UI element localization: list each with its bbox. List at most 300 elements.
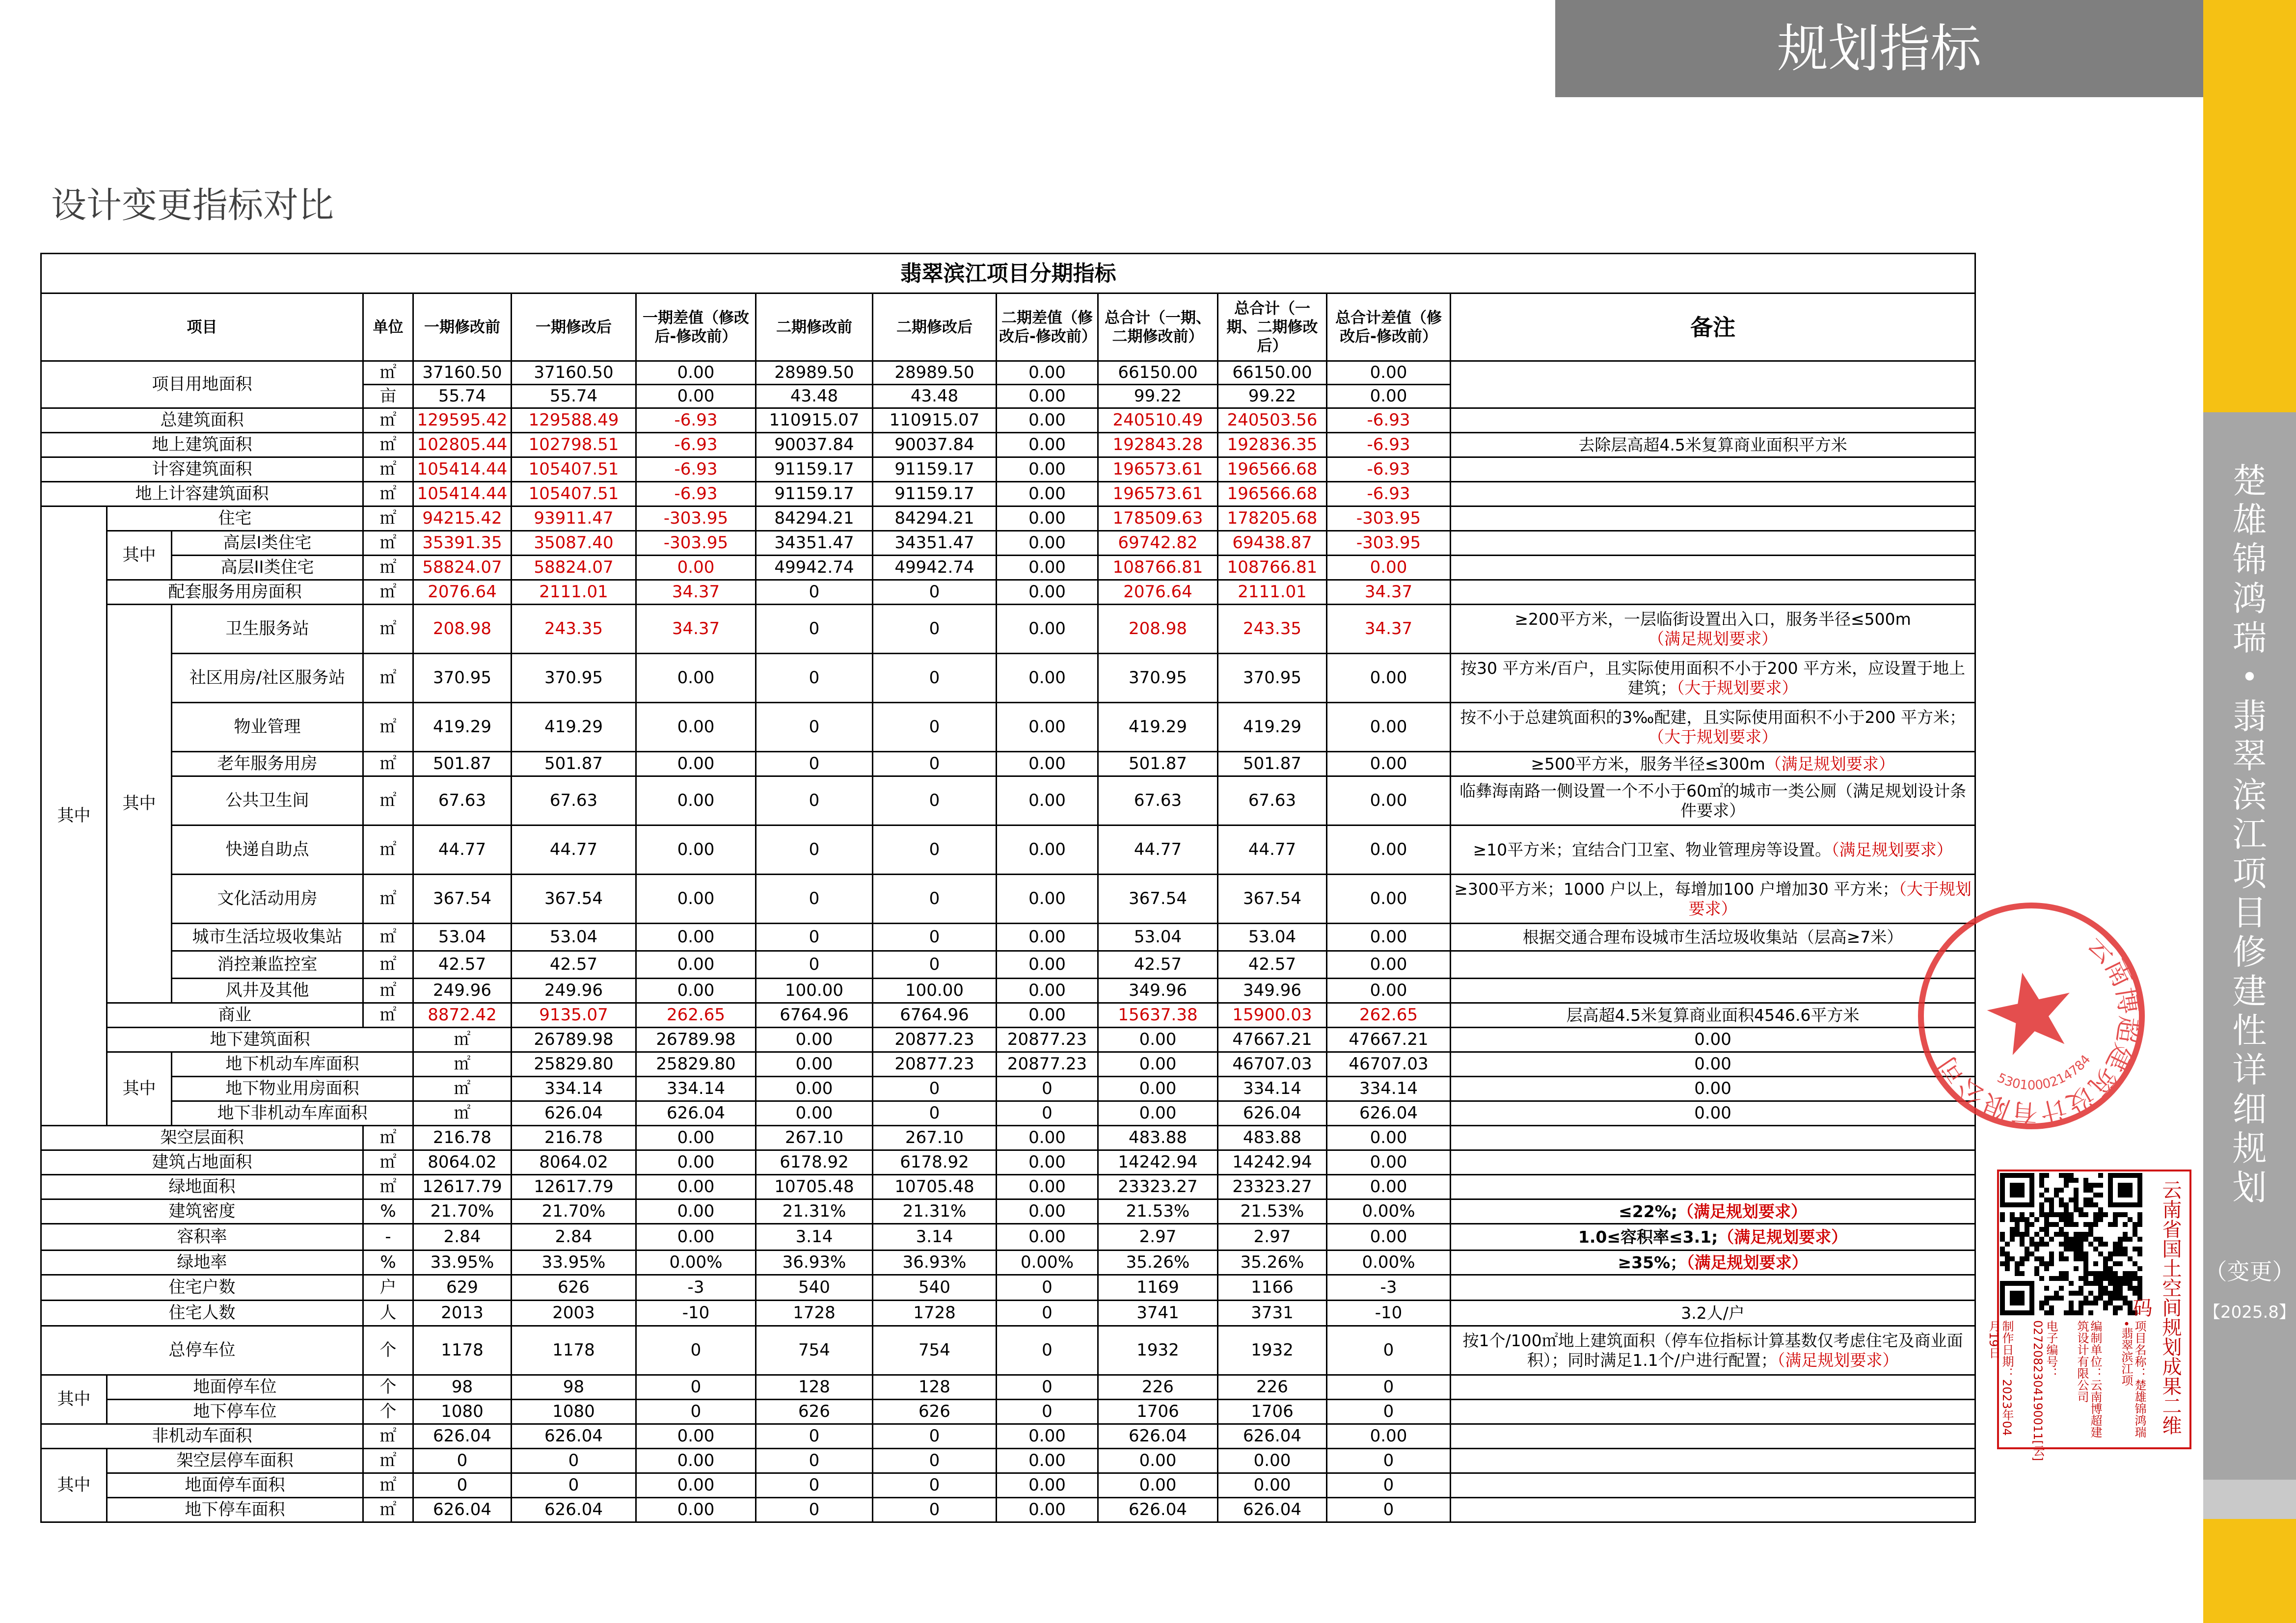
p1-diff-cell: 34.37 xyxy=(636,580,756,605)
p1-after-cell: 58824.07 xyxy=(512,556,636,580)
note-cell xyxy=(1451,1498,1975,1522)
unit-cell: ㎡ xyxy=(363,979,413,1003)
p2-before-cell: 43.48 xyxy=(756,385,873,408)
p2-diff-cell: 0.00 xyxy=(997,1449,1098,1473)
total-diff-cell: 0.00 xyxy=(1327,703,1451,752)
total-after-cell: 626.04 xyxy=(1327,1101,1451,1126)
row-label: 住宅 xyxy=(107,506,363,531)
total-diff-cell: 0.00 xyxy=(1451,1052,1975,1077)
note-cell xyxy=(1451,506,1975,531)
p2-diff-cell: 0 xyxy=(997,1400,1098,1424)
total-diff-cell: -6.93 xyxy=(1327,482,1451,506)
p2-after-cell: 754 xyxy=(873,1326,997,1375)
p2-before-cell: 0 xyxy=(756,825,873,875)
p1-diff-cell: 0.00 xyxy=(756,1101,873,1126)
title-char: 修 xyxy=(2232,932,2267,972)
p1-before-cell: 626.04 xyxy=(413,1498,512,1522)
total-after-cell: 46707.03 xyxy=(1327,1052,1451,1077)
p2-before-cell: 0 xyxy=(756,1473,873,1498)
note-cell xyxy=(1451,1400,1975,1424)
unit-cell: 个 xyxy=(363,1400,413,1424)
row-label: 消控兼监控室 xyxy=(172,951,363,979)
note-status: （满足规划要求） xyxy=(1765,754,1895,773)
p2-after-cell: 0 xyxy=(873,1424,997,1449)
total-before-cell: 1169 xyxy=(1098,1275,1218,1301)
qr-info xyxy=(1987,1320,2147,1462)
p1-after-cell: 501.87 xyxy=(512,752,636,776)
total-before-cell: 240510.49 xyxy=(1098,408,1218,433)
header-total-before: 总合计（一期、二期修改前） xyxy=(1098,293,1218,361)
table-row xyxy=(41,433,1975,457)
p1-before-cell: 33.95% xyxy=(413,1251,512,1275)
p1-before-cell: 98 xyxy=(413,1375,512,1400)
note-cell xyxy=(1451,979,1975,1003)
p1-after-cell: 12617.79 xyxy=(512,1175,636,1199)
row-label: 架空层面积 xyxy=(41,1126,363,1150)
total-before-cell: 67.63 xyxy=(1098,776,1218,825)
company-seal xyxy=(1914,898,2149,1134)
total-diff-cell: 0.00 xyxy=(1327,951,1451,979)
p2-before-cell: 49942.74 xyxy=(756,556,873,580)
row-label: 地上计容建筑面积 xyxy=(41,482,363,506)
p1-diff-cell: 0.00 xyxy=(636,1126,756,1150)
p2-after-cell: 0 xyxy=(873,951,997,979)
total-diff-cell: 0 xyxy=(1327,1473,1451,1498)
unit-cell: ㎡ xyxy=(363,506,413,531)
note-cell xyxy=(1451,556,1975,580)
unit-cell: ㎡ xyxy=(413,1052,512,1077)
p2-after-cell: 0 xyxy=(873,1473,997,1498)
unit-cell: ㎡ xyxy=(363,1126,413,1150)
p1-before-cell: 626.04 xyxy=(413,1424,512,1449)
p2-diff-cell: 0.00 xyxy=(997,924,1098,951)
table-row xyxy=(41,1301,1975,1326)
table-row xyxy=(41,408,1975,433)
subgroup-label: 其中 xyxy=(107,605,172,1003)
qr-project-name: 项目名称：楚雄锦鸿瑞•翡翠滨江项 xyxy=(2119,1320,2146,1438)
group-label: 其中 xyxy=(107,1052,172,1126)
p1-before-cell: 419.29 xyxy=(413,703,512,752)
table-row xyxy=(41,457,1975,482)
p2-before-cell: 0 xyxy=(756,580,873,605)
p1-diff-cell: 0.00 xyxy=(756,1028,873,1052)
note-text: 层高超4.5米复算商业面积4546.6平方米 xyxy=(1566,1005,1860,1025)
p2-before-cell: 6178.92 xyxy=(756,1150,873,1175)
total-diff-cell: 0.00% xyxy=(1327,1199,1451,1224)
title-char: 翠 xyxy=(2232,736,2267,776)
row-label: 地下物业用房面积 xyxy=(172,1077,413,1101)
note-cell xyxy=(1451,580,1975,605)
seal-code: 5301000214784 xyxy=(1995,1052,2094,1093)
total-before-cell: 21.53% xyxy=(1098,1199,1218,1224)
total-before-cell: 69742.82 xyxy=(1098,531,1218,556)
seal-text: 云南博超建筑设计有限公司 xyxy=(1930,929,2145,1130)
p2-diff-cell: 0.00 xyxy=(997,482,1098,506)
total-after-cell: 0.00 xyxy=(1218,1449,1327,1473)
note-status: （满足规划要求） xyxy=(1777,1350,1899,1370)
table-row xyxy=(41,1275,1975,1301)
row-label: 社区用房/社区服务站 xyxy=(172,654,363,703)
p2-diff-cell: 0.00 xyxy=(997,408,1098,433)
row-label: 公共卫生间 xyxy=(172,776,363,825)
unit-cell: % xyxy=(363,1199,413,1224)
table-row xyxy=(41,1077,1975,1101)
note-cell xyxy=(1451,1175,1975,1199)
note-cell xyxy=(1451,1251,1975,1275)
total-diff-cell: 0.00 xyxy=(1451,1028,1975,1052)
note-status: （满足规划要求） xyxy=(1831,840,1953,859)
title-char: 瑞 xyxy=(2232,618,2267,658)
p2-after-cell: 0 xyxy=(873,1498,997,1522)
p1-diff-cell: -303.95 xyxy=(636,531,756,556)
total-diff-cell: 0.00 xyxy=(1327,776,1451,825)
p2-before-cell: 21.31% xyxy=(756,1199,873,1224)
p2-after-cell: 43.48 xyxy=(873,385,997,408)
p1-diff-cell: 0.00 xyxy=(636,776,756,825)
note-cell xyxy=(1451,924,1975,951)
qr-maker: 编制单位：云南博超建筑设计有限公司 xyxy=(2075,1320,2102,1438)
unit-cell: ㎡ xyxy=(363,482,413,506)
p1-after-cell: 8064.02 xyxy=(512,1150,636,1175)
row-label: 建筑占地面积 xyxy=(41,1150,363,1175)
total-diff-cell: 0.00 xyxy=(1327,979,1451,1003)
row-label: 绿地率 xyxy=(41,1251,363,1275)
qr-code-icon[interactable] xyxy=(2000,1173,2142,1315)
p1-after-cell: 2003 xyxy=(512,1301,636,1326)
p1-diff-cell: 0.00 xyxy=(636,1449,756,1473)
p1-before-cell: 35391.35 xyxy=(413,531,512,556)
p1-before-cell: 8872.42 xyxy=(413,1003,512,1028)
note-cell xyxy=(1451,1275,1975,1301)
table-row xyxy=(41,1150,1975,1175)
total-after-cell: 23323.27 xyxy=(1218,1175,1327,1199)
p2-diff-cell: 0.00 xyxy=(997,1424,1098,1449)
total-after-cell: 0.00 xyxy=(1218,1473,1327,1498)
p1-before-cell: 216.78 xyxy=(413,1126,512,1150)
total-after-cell: 501.87 xyxy=(1218,752,1327,776)
total-diff-cell: 0.00 xyxy=(1327,875,1451,924)
p1-after-cell: 2.84 xyxy=(512,1224,636,1251)
row-label: 风井及其他 xyxy=(172,979,363,1003)
note-cell xyxy=(1451,1150,1975,1175)
unit-cell: ㎡ xyxy=(363,654,413,703)
note-text: 按1个/100㎡地上建筑面积（停车位指标计算基数仅考虑住宅及商业面积）；同时满足1.1个/户进行配置； xyxy=(1462,1330,1963,1370)
row-label: 地下停车面积 xyxy=(107,1498,363,1522)
row-label: 绿地面积 xyxy=(41,1175,363,1199)
p2-before-cell: 0 xyxy=(756,654,873,703)
total-after-cell: 108766.81 xyxy=(1218,556,1327,580)
row-label: 地下机动车库面积 xyxy=(172,1052,413,1077)
p2-before-cell: 3.14 xyxy=(756,1224,873,1251)
total-before-cell: 626.04 xyxy=(1098,1424,1218,1449)
title-char: 滨 xyxy=(2232,775,2267,815)
unit-cell: ㎡ xyxy=(363,457,413,482)
table-row xyxy=(41,875,1975,924)
table-row xyxy=(41,1199,1975,1224)
p1-diff-cell: 0.00 xyxy=(636,556,756,580)
title-char: 锦 xyxy=(2232,539,2267,580)
total-before-cell: 370.95 xyxy=(1098,654,1218,703)
row-label: 架空层停车面积 xyxy=(107,1449,363,1473)
total-before-cell: 1932 xyxy=(1098,1326,1218,1375)
p1-diff-cell: 0.00 xyxy=(636,875,756,924)
header-p1-diff: 一期差值（修改后-修改前） xyxy=(636,293,756,361)
p1-after-cell: 0 xyxy=(512,1473,636,1498)
row-label: 住宅人数 xyxy=(41,1301,363,1326)
row-label: 总建筑面积 xyxy=(41,408,363,433)
p2-diff-cell: 0 xyxy=(997,1275,1098,1301)
p2-after-cell: 28989.50 xyxy=(873,361,997,385)
p1-after-cell: 370.95 xyxy=(512,654,636,703)
p2-before-cell: 28989.50 xyxy=(756,361,873,385)
total-before-cell: 3741 xyxy=(1098,1301,1218,1326)
note-cell xyxy=(1451,776,1975,825)
note-cell xyxy=(1451,825,1975,875)
p2-after-cell: 0 xyxy=(873,654,997,703)
total-diff-cell: -10 xyxy=(1327,1301,1451,1326)
total-before-cell: 334.14 xyxy=(1218,1077,1327,1101)
total-before-cell: 53.04 xyxy=(1098,924,1218,951)
p1-diff-cell: 0.00 xyxy=(636,703,756,752)
total-before-cell: 35.26% xyxy=(1098,1251,1218,1275)
p2-diff-cell: 0.00 xyxy=(997,825,1098,875)
total-diff-cell: 0.00 xyxy=(1327,385,1451,408)
total-diff-cell: 0.00 xyxy=(1327,556,1451,580)
p2-after-cell: 20877.23 xyxy=(997,1052,1098,1077)
table-row xyxy=(41,1473,1975,1498)
p1-after-cell: 626.04 xyxy=(512,1498,636,1522)
total-before-cell: 208.98 xyxy=(1098,605,1218,654)
p2-diff-cell: 0.00 xyxy=(997,556,1098,580)
p1-diff-cell: -10 xyxy=(636,1301,756,1326)
p2-before-cell: 0 xyxy=(756,752,873,776)
p2-after-cell: 1728 xyxy=(873,1301,997,1326)
total-before-cell: 15637.38 xyxy=(1098,1003,1218,1028)
total-after-cell: 35.26% xyxy=(1218,1251,1327,1275)
table-row xyxy=(41,1375,1975,1400)
p1-after-cell: 0 xyxy=(512,1449,636,1473)
title-char: 划 xyxy=(2232,1168,2267,1208)
p2-after-cell: 20877.23 xyxy=(997,1028,1098,1052)
p1-before-cell: 629 xyxy=(413,1275,512,1301)
p2-diff-cell: 0.00 xyxy=(997,605,1098,654)
p2-diff-cell: 0.00 xyxy=(1098,1028,1218,1052)
note-status: （满足规划要求） xyxy=(1686,1252,1808,1272)
p1-diff-cell: 0.00 xyxy=(636,1224,756,1251)
p1-diff-cell: -303.95 xyxy=(636,506,756,531)
p2-before-cell: 754 xyxy=(756,1326,873,1375)
p2-before-cell: 0 xyxy=(756,1424,873,1449)
row-label: 卫生服务站 xyxy=(172,605,363,654)
p1-diff-cell: 0.00 xyxy=(636,1199,756,1224)
p1-diff-cell: 0 xyxy=(636,1400,756,1424)
total-before-cell: 226 xyxy=(1098,1375,1218,1400)
p2-after-cell: 626 xyxy=(873,1400,997,1424)
unit-cell: ㎡ xyxy=(363,580,413,605)
p1-after-cell: 1178 xyxy=(512,1326,636,1375)
table-row xyxy=(41,605,1975,654)
unit-cell: 个 xyxy=(363,1375,413,1400)
unit-cell: ㎡ xyxy=(363,924,413,951)
total-after-cell: 178205.68 xyxy=(1218,506,1327,531)
p1-before-cell: 25829.80 xyxy=(512,1052,636,1077)
p1-diff-cell: 262.65 xyxy=(636,1003,756,1028)
unit-cell: ㎡ xyxy=(363,1424,413,1449)
unit-cell: ㎡ xyxy=(413,1077,512,1101)
total-before-cell: 196573.61 xyxy=(1098,457,1218,482)
p2-before-cell: 626 xyxy=(756,1400,873,1424)
p1-after-cell: 249.96 xyxy=(512,979,636,1003)
p2-diff-cell: 0.00 xyxy=(997,1175,1098,1199)
note-cell xyxy=(1451,531,1975,556)
note-cell xyxy=(1451,1449,1975,1473)
p1-after-cell: 243.35 xyxy=(512,605,636,654)
note-text: ≥35%； xyxy=(1618,1252,1687,1272)
table-row xyxy=(41,556,1975,580)
p1-before-cell: 37160.50 xyxy=(413,361,512,385)
row-label: 地下停车位 xyxy=(107,1400,363,1424)
total-after-cell: 196566.68 xyxy=(1218,482,1327,506)
table-row xyxy=(41,580,1975,605)
total-diff-cell: 0.00 xyxy=(1327,361,1451,385)
p1-before-cell: 0 xyxy=(413,1473,512,1498)
total-after-cell: 483.88 xyxy=(1218,1126,1327,1150)
total-before-cell: 1706 xyxy=(1098,1400,1218,1424)
note-text: 3.2人/户 xyxy=(1681,1303,1745,1323)
table-row xyxy=(41,1251,1975,1275)
p1-diff-cell: 0.00 xyxy=(636,361,756,385)
p2-diff-cell: 0.00 xyxy=(997,580,1098,605)
p1-diff-cell: 0.00 xyxy=(756,1077,873,1101)
row-label: 建筑密度 xyxy=(41,1199,363,1224)
p1-before-cell: 367.54 xyxy=(413,875,512,924)
title-char: 目 xyxy=(2232,893,2267,933)
note-cell xyxy=(1451,951,1975,979)
p1-after-cell: 419.29 xyxy=(512,703,636,752)
total-after-cell: 2.97 xyxy=(1218,1224,1327,1251)
row-label: 商业 xyxy=(107,1003,363,1028)
row-label: 非机动车面积 xyxy=(41,1424,363,1449)
p1-before-cell: 53.04 xyxy=(413,924,512,951)
p2-before-cell: 110915.07 xyxy=(756,408,873,433)
p1-after-cell: 1080 xyxy=(512,1400,636,1424)
row-label: 项目用地面积 xyxy=(41,361,363,408)
total-before-cell: 419.29 xyxy=(1098,703,1218,752)
total-before-cell: 46707.03 xyxy=(1218,1052,1327,1077)
p1-before-cell: 44.77 xyxy=(413,825,512,875)
row-label: 总停车位 xyxy=(41,1326,363,1375)
p2-after-cell: 100.00 xyxy=(873,979,997,1003)
total-after-cell: 2111.01 xyxy=(1218,580,1327,605)
unit-cell: ㎡ xyxy=(363,1003,413,1028)
note-cell xyxy=(1451,1473,1975,1498)
page-header xyxy=(1555,0,2203,97)
p2-after-cell: 49942.74 xyxy=(873,556,997,580)
p1-diff-cell: 0.00 xyxy=(636,825,756,875)
unit-cell: ㎡ xyxy=(363,776,413,825)
p2-before-cell: 0 xyxy=(756,1449,873,1473)
p2-diff-cell: 0.00 xyxy=(997,875,1098,924)
table-row xyxy=(41,752,1975,776)
p2-diff-cell: 0.00 xyxy=(997,951,1098,979)
p1-after-cell: 98 xyxy=(512,1375,636,1400)
p2-after-cell: 0 xyxy=(873,580,997,605)
table-row xyxy=(41,979,1975,1003)
title-char: 江 xyxy=(2232,814,2267,854)
unit-cell: - xyxy=(363,1224,413,1251)
table-row xyxy=(41,1424,1975,1449)
p1-after-cell: 53.04 xyxy=(512,924,636,951)
p1-after-cell: 44.77 xyxy=(512,825,636,875)
p2-diff-cell: 0.00 xyxy=(997,385,1098,408)
note-text: 1.0≤容积率≤3.1; xyxy=(1578,1227,1718,1247)
p2-before-cell: 267.10 xyxy=(756,1126,873,1150)
p1-after-cell: 67.63 xyxy=(512,776,636,825)
unit-cell: ㎡ xyxy=(363,605,413,654)
change-label: （变更） xyxy=(2204,1258,2295,1285)
table-row xyxy=(41,776,1975,825)
note-cell xyxy=(1451,654,1975,703)
p2-diff-cell: 0.00 xyxy=(1098,1077,1218,1101)
p2-after-cell: 34351.47 xyxy=(873,531,997,556)
group-label: 其中 xyxy=(41,506,107,1126)
p2-diff-cell: 0.00 xyxy=(997,1224,1098,1251)
row-label: 城市生活垃圾收集站 xyxy=(172,924,363,951)
row-label: 文化活动用房 xyxy=(172,875,363,924)
p1-before-cell: 94215.42 xyxy=(413,506,512,531)
p1-after-cell: 626 xyxy=(512,1275,636,1301)
group-label: 其中 xyxy=(41,1449,107,1522)
row-label: 地上建筑面积 xyxy=(41,433,363,457)
total-after-cell: 44.77 xyxy=(1218,825,1327,875)
total-diff-cell: 0 xyxy=(1327,1375,1451,1400)
p1-diff-cell: 0.00 xyxy=(636,385,756,408)
total-after-cell: 14242.94 xyxy=(1218,1150,1327,1175)
note-cell xyxy=(1451,361,1975,408)
p2-after-cell: 110915.07 xyxy=(873,408,997,433)
total-before-cell: 47667.21 xyxy=(1218,1028,1327,1052)
p2-before-cell: 540 xyxy=(756,1275,873,1301)
p2-before-cell: 20877.23 xyxy=(873,1028,997,1052)
p1-diff-cell: 0.00 xyxy=(636,1424,756,1449)
p1-diff-cell: -3 xyxy=(636,1275,756,1301)
table-row xyxy=(41,482,1975,506)
p1-before-cell: 1080 xyxy=(413,1400,512,1424)
total-diff-cell: 0.00 xyxy=(1327,1175,1451,1199)
title-char: 雄 xyxy=(2232,500,2267,540)
p2-after-cell: 6178.92 xyxy=(873,1150,997,1175)
p1-before-cell: 2013 xyxy=(413,1301,512,1326)
table-row xyxy=(41,361,1975,385)
table-row xyxy=(41,1126,1975,1150)
total-before-cell: 626.04 xyxy=(1098,1498,1218,1522)
total-diff-cell: -6.93 xyxy=(1327,433,1451,457)
p2-before-cell: 0 xyxy=(756,776,873,825)
p2-diff-cell: 0.00 xyxy=(997,361,1098,385)
total-after-cell: 15900.03 xyxy=(1218,1003,1327,1028)
table-row xyxy=(41,531,1975,556)
p2-after-cell: 128 xyxy=(873,1375,997,1400)
unit-cell: ㎡ xyxy=(363,361,413,385)
table-row xyxy=(41,825,1975,875)
row-label: 高层I类住宅 xyxy=(172,531,363,556)
p1-before-cell: 8064.02 xyxy=(413,1150,512,1175)
table-row xyxy=(41,924,1975,951)
total-after-cell: 626.04 xyxy=(1218,1498,1327,1522)
row-label: 配套服务用房面积 xyxy=(107,580,363,605)
table-row xyxy=(41,1028,1975,1052)
total-diff-cell: -303.95 xyxy=(1327,506,1451,531)
